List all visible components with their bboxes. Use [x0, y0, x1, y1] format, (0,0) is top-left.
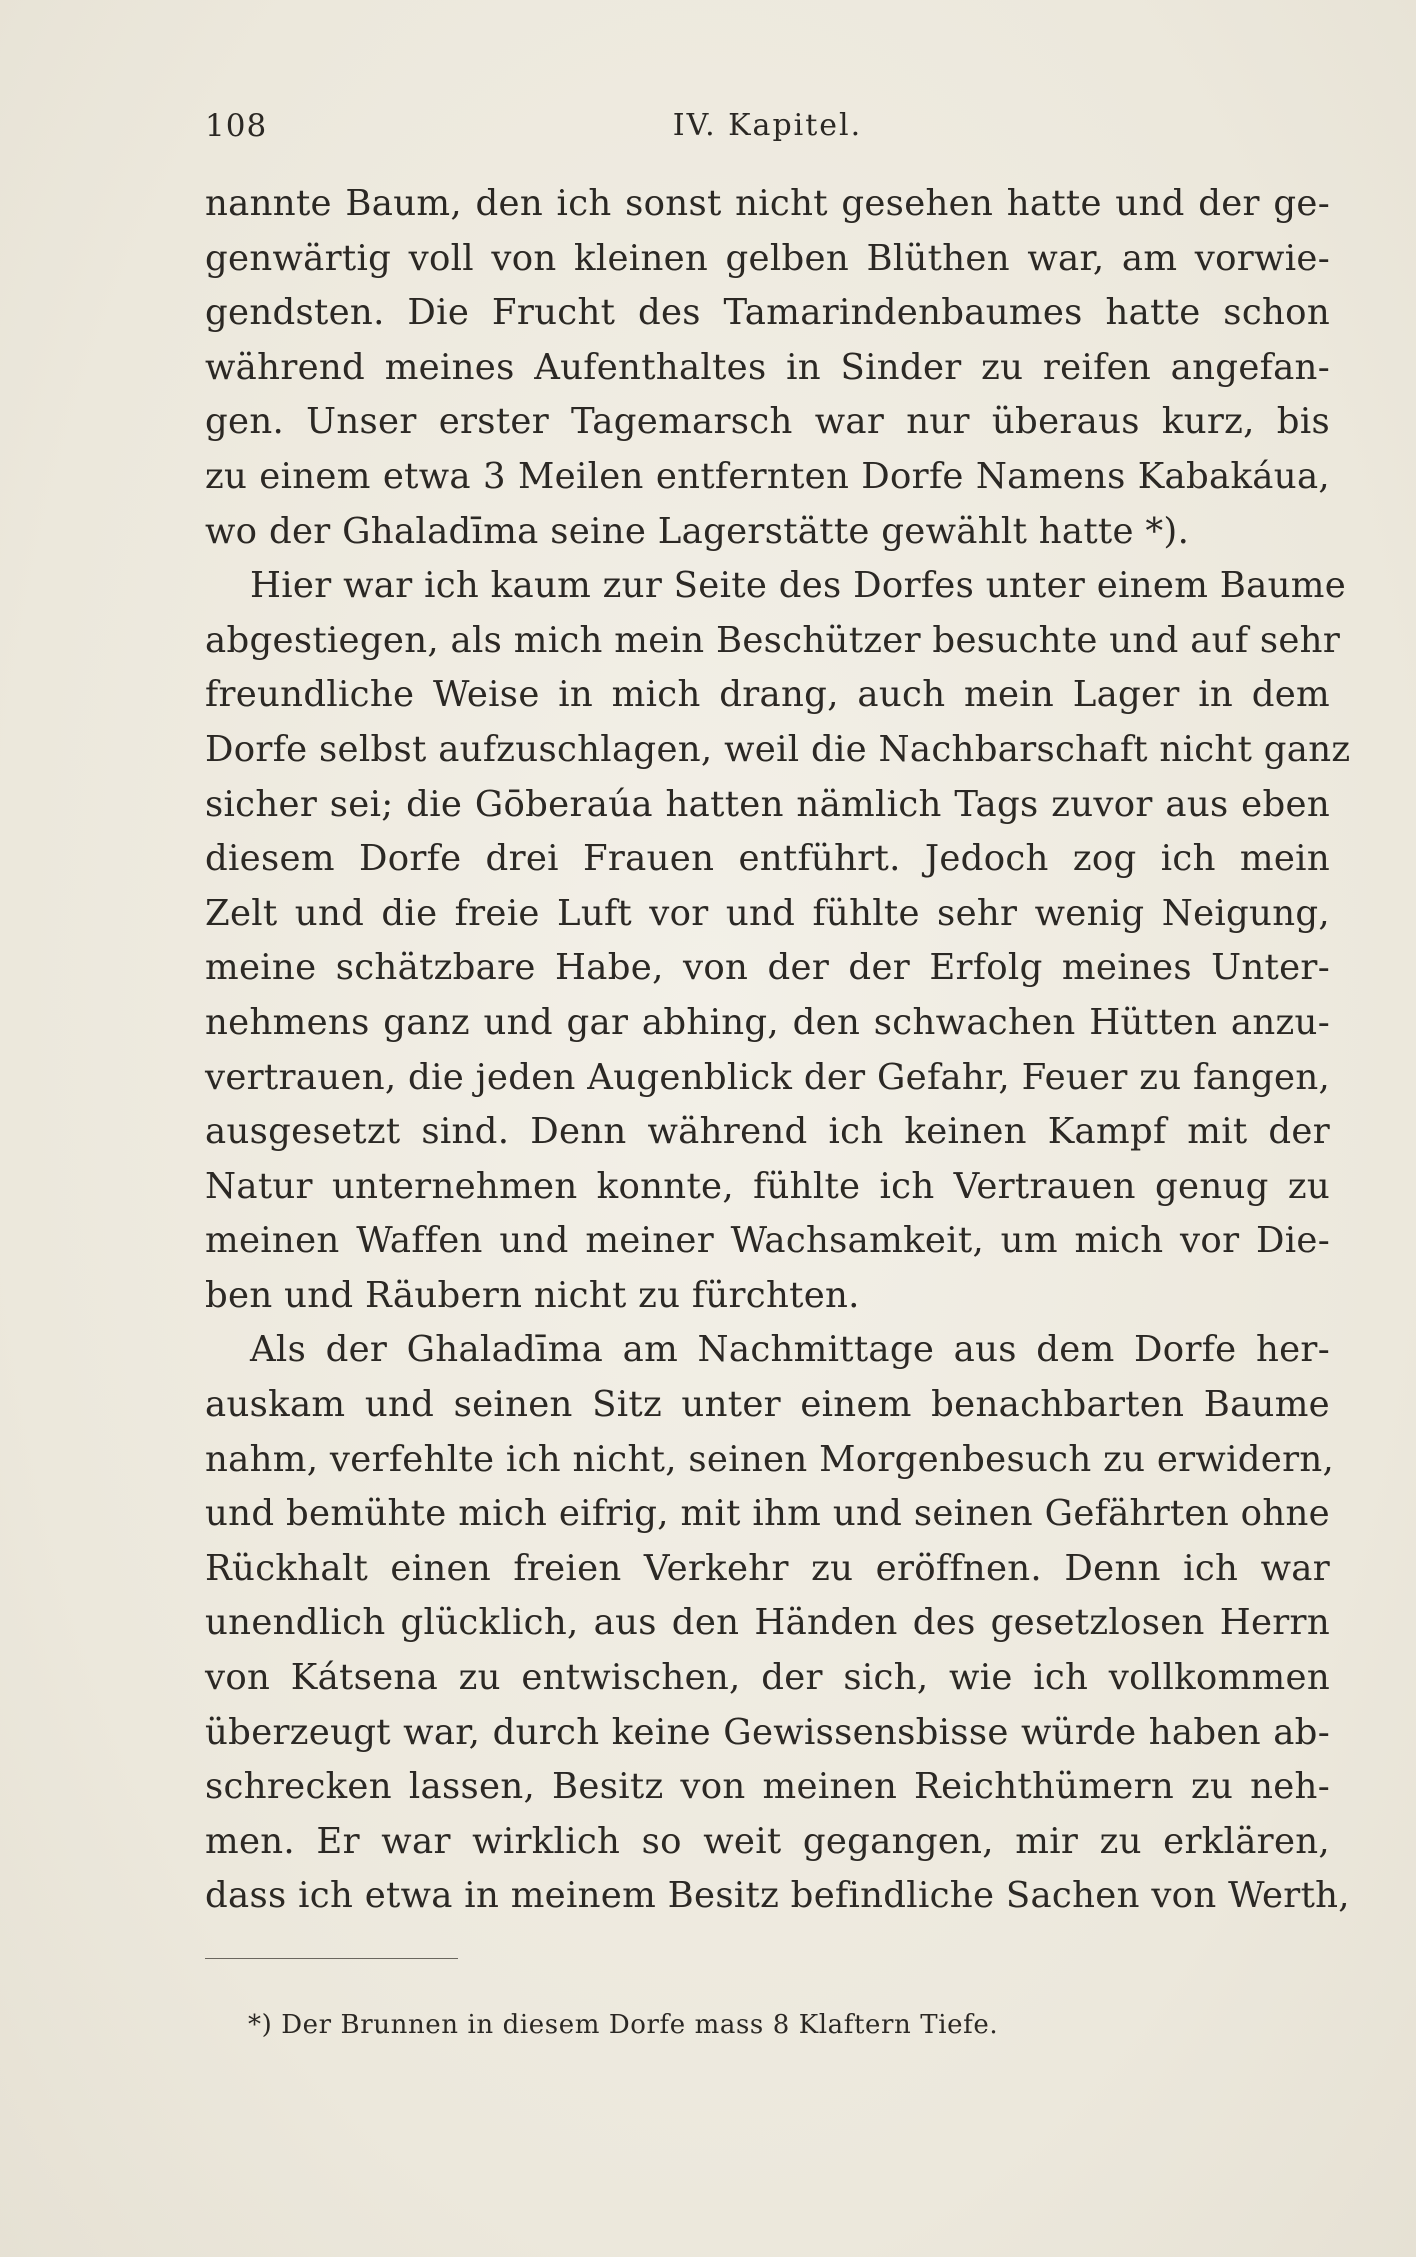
- text-line: schrecken lassen, Besitz von meinen Reichthümern zu neh-: [205, 1766, 1330, 1808]
- footnote: *) Der Brunnen in diesem Dorfe mass 8 Klaftern Tiefe.: [248, 2010, 999, 2040]
- text-line: ben und Räubern nicht zu fürchten.: [205, 1274, 860, 1316]
- text-line: gen. Unser erster Tagemarsch war nur überaus kurz, bis: [205, 401, 1330, 443]
- text-line: wo der Ghaladīma seine Lagerstätte gewählt hatte *).: [205, 510, 1190, 552]
- text-line: Als der Ghaladīma am Nachmittage aus dem Dorfe her-: [250, 1329, 1330, 1371]
- text-line: Dorfe selbst aufzuschlagen, weil die Nachbarschaft nicht ganz: [205, 728, 1351, 770]
- text-line: meine schätzbare Habe, von der der Erfolg meines Unter-: [205, 947, 1330, 989]
- text-line: gendsten. Die Frucht des Tamarindenbaumes hatte schon: [205, 292, 1330, 334]
- text-line: zu einem etwa 3 Meilen entfernten Dorfe Namens Kabakáua,: [205, 455, 1330, 497]
- text-line: dass ich etwa in meinem Besitz befindliche Sachen von Werth,: [205, 1875, 1350, 1917]
- text-line: nehmens ganz und gar abhing, den schwachen Hütten anzu-: [205, 1001, 1330, 1043]
- text-line: vertrauen, die jeden Augenblick der Gefahr, Feuer zu fangen,: [205, 1056, 1331, 1098]
- text-line: nahm, verfehlte ich nicht, seinen Morgenbesuch zu erwidern,: [205, 1438, 1335, 1480]
- text-line: und bemühte mich eifrig, mit ihm und seinen Gefährten ohne: [205, 1493, 1330, 1535]
- text-line: ausgesetzt sind. Denn während ich keinen Kampf mit der: [205, 1111, 1330, 1153]
- text-line: men. Er war wirklich so weit gegangen, mir zu erklären,: [205, 1820, 1330, 1862]
- text-line: während meines Aufenthaltes in Sinder zu reifen angefan-: [205, 346, 1330, 388]
- text-line: freundliche Weise in mich drang, auch mein Lager in dem: [205, 674, 1330, 716]
- body-text: [205, 177, 1351, 1924]
- text-line: meinen Waffen und meiner Wachsamkeit, um mich vor Die-: [205, 1220, 1330, 1262]
- text-line: sicher sei; die Gōberaúa hatten nämlich Tags zuvor aus eben: [205, 783, 1330, 825]
- text-line: unendlich glücklich, aus den Händen des gesetzlosen Herrn: [205, 1602, 1330, 1644]
- text-line: genwärtig voll von kleinen gelben Blüthen war, am vorwie-: [205, 237, 1330, 279]
- text-line: Natur unternehmen konnte, fühlte ich Vertrauen genug zu: [205, 1165, 1330, 1207]
- text-line: Hier war ich kaum zur Seite des Dorfes unter einem Baume: [250, 565, 1347, 607]
- text-line: überzeugt war, durch keine Gewissensbisse würde haben ab-: [205, 1711, 1330, 1753]
- running-head: [205, 108, 1330, 154]
- text-line: Rückhalt einen freien Verkehr zu eröffnen. Denn ich war: [205, 1547, 1330, 1589]
- page-number: 108: [205, 108, 268, 144]
- text-line: abgestiegen, als mich mein Beschützer besuchte und auf sehr: [205, 619, 1341, 661]
- text-line: diesem Dorfe drei Frauen entführt. Jedoch zog ich mein: [205, 838, 1330, 880]
- text-line: auskam und seinen Sitz unter einem benachbarten Baume: [205, 1384, 1330, 1426]
- chapter-title: IV. Kapitel.: [672, 108, 863, 143]
- footnote-divider: [205, 1958, 458, 1959]
- text-line: nannte Baum, den ich sonst nicht gesehen hatte und der ge-: [205, 183, 1330, 224]
- text-line: von Kátsena zu entwischen, der sich, wie ich vollkommen: [205, 1657, 1330, 1699]
- text-line: Zelt und die freie Luft vor und fühlte sehr wenig Neigung,: [205, 892, 1330, 934]
